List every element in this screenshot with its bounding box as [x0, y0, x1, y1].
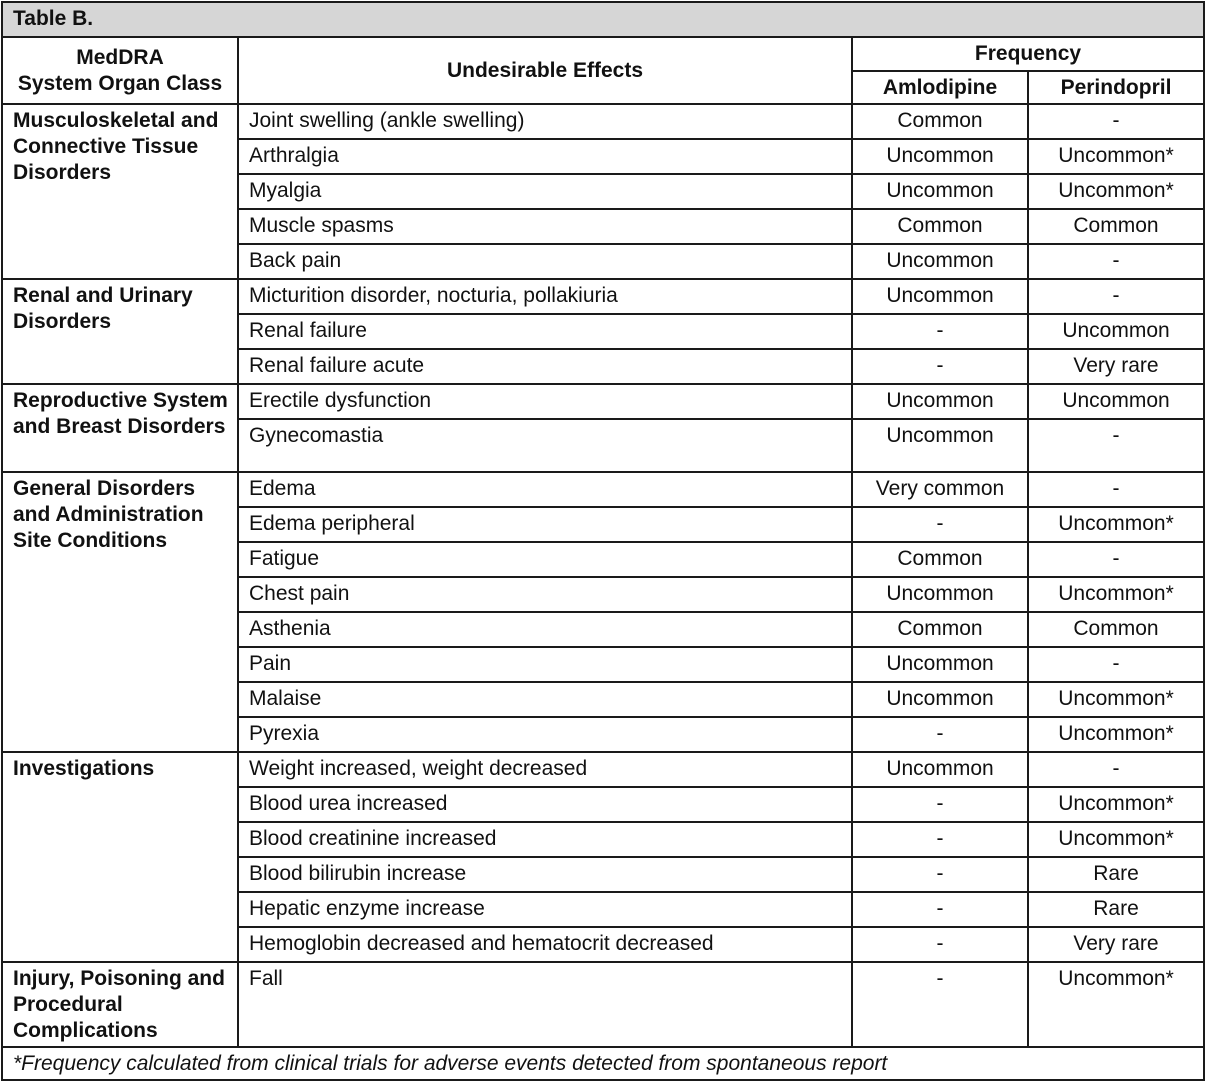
- system-organ-class-cell: Investigations: [2, 752, 238, 962]
- undesirable-effect-cell: Pyrexia: [238, 717, 852, 752]
- table-row: [2, 279, 1204, 314]
- perindopril-frequency-cell: -: [1028, 752, 1204, 787]
- perindopril-frequency-cell: -: [1028, 104, 1204, 139]
- undesirable-effect-cell: Hepatic enzyme increase: [238, 892, 852, 927]
- amlodipine-frequency-cell: Uncommon: [852, 682, 1028, 717]
- adverse-effects-table: [1, 1, 1205, 1081]
- undesirable-effect-cell: Chest pain: [238, 577, 852, 612]
- perindopril-frequency-cell: Uncommon: [1028, 384, 1204, 419]
- undesirable-effect-cell: Arthralgia: [238, 139, 852, 174]
- amlodipine-frequency-cell: Uncommon: [852, 384, 1028, 419]
- undesirable-effect-cell: Fall: [238, 962, 852, 1047]
- undesirable-effect-cell: Malaise: [238, 682, 852, 717]
- header-frequency: Frequency: [852, 37, 1204, 71]
- amlodipine-frequency-cell: Common: [852, 209, 1028, 244]
- perindopril-frequency-cell: Very rare: [1028, 349, 1204, 384]
- undesirable-effect-cell: Muscle spasms: [238, 209, 852, 244]
- perindopril-frequency-cell: -: [1028, 419, 1204, 472]
- amlodipine-frequency-cell: Uncommon: [852, 279, 1028, 314]
- perindopril-frequency-cell: Uncommon*: [1028, 822, 1204, 857]
- amlodipine-frequency-cell: -: [852, 822, 1028, 857]
- undesirable-effect-cell: Blood bilirubin increase: [238, 857, 852, 892]
- table-row: [2, 752, 1204, 787]
- adverse-effects-table-frame: [1, 1, 1203, 1081]
- perindopril-frequency-cell: Common: [1028, 209, 1204, 244]
- undesirable-effect-cell: Joint swelling (ankle swelling): [238, 104, 852, 139]
- perindopril-frequency-cell: Uncommon: [1028, 314, 1204, 349]
- perindopril-frequency-cell: -: [1028, 542, 1204, 577]
- header-perindopril: Perindopril: [1028, 71, 1204, 104]
- perindopril-frequency-cell: Uncommon*: [1028, 174, 1204, 209]
- perindopril-frequency-cell: Very rare: [1028, 927, 1204, 962]
- amlodipine-frequency-cell: -: [852, 857, 1028, 892]
- amlodipine-frequency-cell: -: [852, 927, 1028, 962]
- amlodipine-frequency-cell: -: [852, 962, 1028, 1047]
- caption-row: [2, 2, 1204, 37]
- system-organ-class-cell: Reproductive System and Breast Disorders: [2, 384, 238, 472]
- footnote-row: [2, 1047, 1204, 1080]
- perindopril-frequency-cell: -: [1028, 647, 1204, 682]
- system-organ-class-cell: Injury, Poisoning and Procedural Complications: [2, 962, 238, 1047]
- undesirable-effect-cell: Erectile dysfunction: [238, 384, 852, 419]
- undesirable-effect-cell: Renal failure: [238, 314, 852, 349]
- amlodipine-frequency-cell: -: [852, 314, 1028, 349]
- table-row: [2, 962, 1204, 1047]
- amlodipine-frequency-cell: -: [852, 892, 1028, 927]
- perindopril-frequency-cell: Uncommon*: [1028, 787, 1204, 822]
- header-soc-label: MedDRA System Organ Class: [17, 45, 223, 95]
- amlodipine-frequency-cell: -: [852, 507, 1028, 542]
- perindopril-frequency-cell: Uncommon*: [1028, 577, 1204, 612]
- amlodipine-frequency-cell: Uncommon: [852, 577, 1028, 612]
- perindopril-frequency-cell: Uncommon*: [1028, 682, 1204, 717]
- undesirable-effect-cell: Edema peripheral: [238, 507, 852, 542]
- amlodipine-frequency-cell: Common: [852, 104, 1028, 139]
- header-row-top: [2, 37, 1204, 71]
- undesirable-effect-cell: Pain: [238, 647, 852, 682]
- perindopril-frequency-cell: Rare: [1028, 892, 1204, 927]
- perindopril-frequency-cell: -: [1028, 472, 1204, 507]
- amlodipine-frequency-cell: Uncommon: [852, 244, 1028, 279]
- table-row: [2, 472, 1204, 507]
- undesirable-effect-cell: Myalgia: [238, 174, 852, 209]
- perindopril-frequency-cell: Uncommon*: [1028, 139, 1204, 174]
- undesirable-effect-cell: Hemoglobin decreased and hematocrit decreased: [238, 927, 852, 962]
- system-organ-class-cell: General Disorders and Administration Site Conditions: [2, 472, 238, 752]
- amlodipine-frequency-cell: -: [852, 349, 1028, 384]
- perindopril-frequency-cell: -: [1028, 279, 1204, 314]
- undesirable-effect-cell: Gynecomastia: [238, 419, 852, 472]
- system-organ-class-cell: Musculoskeletal and Connective Tissue Disorders: [2, 104, 238, 279]
- table-row: [2, 384, 1204, 419]
- header-amlodipine: Amlodipine: [852, 71, 1028, 104]
- undesirable-effect-cell: Blood urea increased: [238, 787, 852, 822]
- amlodipine-frequency-cell: Uncommon: [852, 647, 1028, 682]
- header-system-organ-class: [2, 37, 238, 104]
- table-footnote: *Frequency calculated from clinical trials for adverse events detected from spontaneous report: [2, 1047, 1204, 1080]
- amlodipine-frequency-cell: Common: [852, 612, 1028, 647]
- amlodipine-frequency-cell: -: [852, 717, 1028, 752]
- amlodipine-frequency-cell: Uncommon: [852, 139, 1028, 174]
- perindopril-frequency-cell: Common: [1028, 612, 1204, 647]
- table-row: [2, 104, 1204, 139]
- undesirable-effect-cell: Edema: [238, 472, 852, 507]
- amlodipine-frequency-cell: Common: [852, 542, 1028, 577]
- amlodipine-frequency-cell: Very common: [852, 472, 1028, 507]
- perindopril-frequency-cell: Uncommon*: [1028, 962, 1204, 1047]
- perindopril-frequency-cell: Uncommon*: [1028, 717, 1204, 752]
- system-organ-class-cell: Renal and Urinary Disorders: [2, 279, 238, 384]
- undesirable-effect-cell: Asthenia: [238, 612, 852, 647]
- amlodipine-frequency-cell: Uncommon: [852, 419, 1028, 472]
- undesirable-effect-cell: Micturition disorder, nocturia, pollakiuria: [238, 279, 852, 314]
- undesirable-effect-cell: Weight increased, weight decreased: [238, 752, 852, 787]
- undesirable-effect-cell: Back pain: [238, 244, 852, 279]
- perindopril-frequency-cell: Rare: [1028, 857, 1204, 892]
- perindopril-frequency-cell: Uncommon*: [1028, 507, 1204, 542]
- perindopril-frequency-cell: -: [1028, 244, 1204, 279]
- undesirable-effect-cell: Renal failure acute: [238, 349, 852, 384]
- undesirable-effect-cell: Fatigue: [238, 542, 852, 577]
- amlodipine-frequency-cell: Uncommon: [852, 752, 1028, 787]
- header-undesirable-effects: Undesirable Effects: [238, 37, 852, 104]
- amlodipine-frequency-cell: Uncommon: [852, 174, 1028, 209]
- table-caption: Table B.: [2, 2, 1204, 37]
- undesirable-effect-cell: Blood creatinine increased: [238, 822, 852, 857]
- amlodipine-frequency-cell: -: [852, 787, 1028, 822]
